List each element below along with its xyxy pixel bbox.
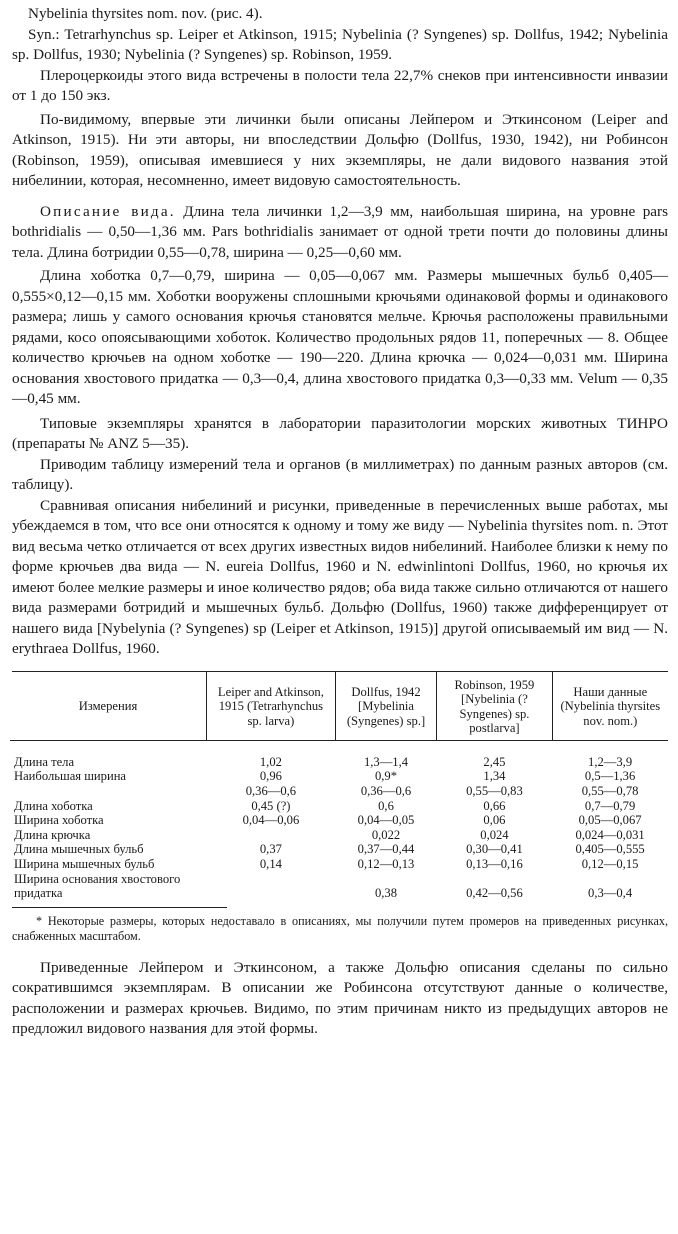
header-leiper: Leiper and Atkinson, 1915 (Tetrarhynchus sp. larva) <box>207 672 336 741</box>
paragraph-table-intro: Приводим таблицу измерений тела и органов (в миллиметрах) по данным разных авторов (см. таблицу). <box>12 455 668 493</box>
table-row <box>10 769 668 784</box>
cell: 0,405—0,555 <box>575 842 645 857</box>
cell: 0,37 <box>259 842 282 857</box>
footnote <box>12 907 668 944</box>
cell: 1,2—3,9 <box>588 754 633 769</box>
paragraph-comparison: Сравнивая описания нибелиний и рисунки, приведенные в перечисленных выше работах, мы убеждаемся в том, что все они относятся к одному и тому же виду — Nybelinia thyrsites nom. n. Этот вид весьма четко отличается от всех других известных видов нибелиний. Наиболее близки к нему по форме крючьев два вида — N. eureia Dollfus, 1960 и N. edwinlintoni Dollfus, 1960, но крючья их имеют более мелкие размеры и иное количество рядов; оба вида также сильно отличаются от нашего вида размерами ботридий и мышечных бульб. Дольфю (Dollfus, 1960) также дифференцирует от нашего вида [Nybelynia (? Syngenes) sp (Leiper et Atkinson, 1915)] другой описываемый им вид — N. erythraea Dollfus, 1960. <box>12 496 668 657</box>
paragraph-types: Типовые экземпляры хранятся в лаборатории паразитологии морских животных ТИНРО (препараты № ANZ 5—35). <box>12 414 668 452</box>
table-header-row <box>10 672 668 741</box>
cell: 0,37—0,44 <box>357 842 415 857</box>
cell: 0,3—0,4 <box>588 886 633 901</box>
paragraph-proboscis: Длина хоботка 0,7—0,79, ширина — 0,05—0,067 мм. Размеры мышечных бульб 0,405—0,555×0,12—0,15 мм. Хоботки вооружены сплошными крючьями одинаковой формы и одинакового размера; лишь у самого основания крючья становятся мельче. Крючья расположены правильными рядами, косо опоясывающими хоботок. Количество продольных рядов 11, поперечных — 8. Общее количество крючьев на одном хоботке — 190—220. Длина крючка — 0,024—0,031 мм. Ширина основания хвостового придатка — 0,3—0,4, длина хвостового придатка 0,3—0,33 мм. Velum — 0,35—0,45 мм. <box>12 267 668 407</box>
cell: 1,02 <box>259 754 282 769</box>
cell: 0,06 <box>483 813 506 828</box>
cell <box>207 872 336 901</box>
cell: 0,12—0,13 <box>357 857 415 872</box>
cell: 0,6 <box>378 798 394 813</box>
paragraph-description <box>12 202 668 264</box>
cell: 0,13—0,16 <box>466 857 523 872</box>
header-robinson: Robinson, 1959 [Nybelinia (?Syngenes) sp. postlarva] <box>437 672 552 741</box>
synonymy: Syn.: Tetrarhynchus sp. Leiper et Atkinson, 1915; Nybelinia (? Syngenes) sp. Dollfus, 1942; Nybelinia sp. Dollfus, 1930; Nybelinia (? Syngenes) sp. Robinson, 1959. <box>12 25 668 63</box>
cell: 1,34 <box>483 769 506 784</box>
row-label: Ширина основания хвостового придатка <box>14 871 181 901</box>
table-row <box>10 857 668 872</box>
description-text: Длина тела личинки 1,2—3,9 мм, наибольшая ширина, на уровне pars bothridialis — 0,50—1,36 мм. Pars bothridialis занимает от одной трети почти до половины длины тела. Длина ботридии 0,55—0,78, ширина — 0,25—0,60 мм. <box>12 202 668 261</box>
header-our-data: Наши данные (Nybelinia thyrsites nov. nom.) <box>552 672 668 741</box>
cell: 0,7—0,79 <box>584 798 636 813</box>
row-label: Ширина мышечных бульб <box>14 857 155 872</box>
cell: 0,05—0,067 <box>578 813 642 828</box>
cell: 0,36—0,6 <box>360 784 412 799</box>
cell: 0,38 <box>374 886 398 901</box>
cell: 0,66 <box>483 798 506 813</box>
table-row <box>10 799 668 814</box>
description-label: Описание вида. <box>40 202 176 220</box>
row-label <box>10 784 207 799</box>
cell: 0,024 <box>480 827 509 842</box>
table-row <box>10 842 668 857</box>
cell: 2,45 <box>483 754 506 769</box>
paragraph-infection: Плероцеркоиды этого вида встречены в полости тела 22,7% снеков при интенсивности инвазии от 1 до 150 экз. <box>12 66 668 104</box>
cell: 0,55—0,83 <box>466 784 523 799</box>
cell: 0,12—0,15 <box>581 857 639 872</box>
cell: 0,30—0,41 <box>466 842 523 857</box>
table-row <box>10 828 668 843</box>
cell: 0,9* <box>374 769 398 784</box>
cell: 0,36—0,6 <box>245 784 297 799</box>
header-measurement: Измерения <box>10 672 207 741</box>
header-dollfus: Dollfus, 1942 [Mybelinia (Syngenes) sp.] <box>335 672 436 741</box>
cell: 0,04—0,05 <box>357 813 415 828</box>
table-row <box>10 872 668 901</box>
cell: 0,024—0,031 <box>575 827 645 842</box>
table-row <box>10 813 668 828</box>
cell <box>207 828 336 843</box>
row-label: Длина мышечных бульб <box>14 842 144 857</box>
cell: 0,04—0,06 <box>242 813 300 828</box>
cell: 1,3—1,4 <box>363 754 409 769</box>
cell: 0,45 (?) <box>251 798 291 813</box>
row-label: Ширина хоботка <box>14 813 104 828</box>
cell: 0,14 <box>259 857 282 872</box>
page <box>12 4 668 1040</box>
row-label: Наибольшая ширина <box>14 769 127 784</box>
species-heading: Nybelinia thyrsites nom. nov. (рис. 4). <box>28 5 263 22</box>
cell: 0,42—0,56 <box>466 886 523 901</box>
cell: 0,96 <box>259 769 282 784</box>
table-row <box>10 784 668 799</box>
cell: 0,022 <box>371 827 401 842</box>
paragraph-conclusion: Приведенные Лейпером и Эткинсоном, а также Дольфю описания сделаны по сильно сократившимся экземплярам. В описании же Робинсона отсутствуют данные о количестве, расположении и размерах крючьев. Видимо, по этим причинам никто из предыдущих авторов не предложил видового названия для этой формы. <box>12 958 668 1038</box>
row-label: Длина крючка <box>14 827 91 842</box>
cell: 0,55—0,78 <box>581 784 639 799</box>
paragraph-history: По-видимому, впервые эти личинки были описаны Лейпером и Эткинсоном (Leiper and Atkinson, 1915). Ни эти авторы, ни впоследствии Дольфю (Dollfus, 1930, 1942), ни Робинсон (Robinson, 1959), описывая имевшиеся у них экземпляры, не дали видового названия этой нибелинии, которая, несомненно, имеет видовую самостоятельность. <box>12 110 668 189</box>
row-label: Длина тела <box>14 754 75 769</box>
measurements-table <box>10 672 668 901</box>
cell: 0,5—1,36 <box>584 769 636 784</box>
table-row <box>10 740 668 769</box>
footnote-text: * Некоторые размеры, которых недоставало в описаниях, мы получили путем промеров на приведенных рисунках, снабженных масштабом. <box>12 913 668 943</box>
row-label: Длина хоботка <box>14 798 93 813</box>
